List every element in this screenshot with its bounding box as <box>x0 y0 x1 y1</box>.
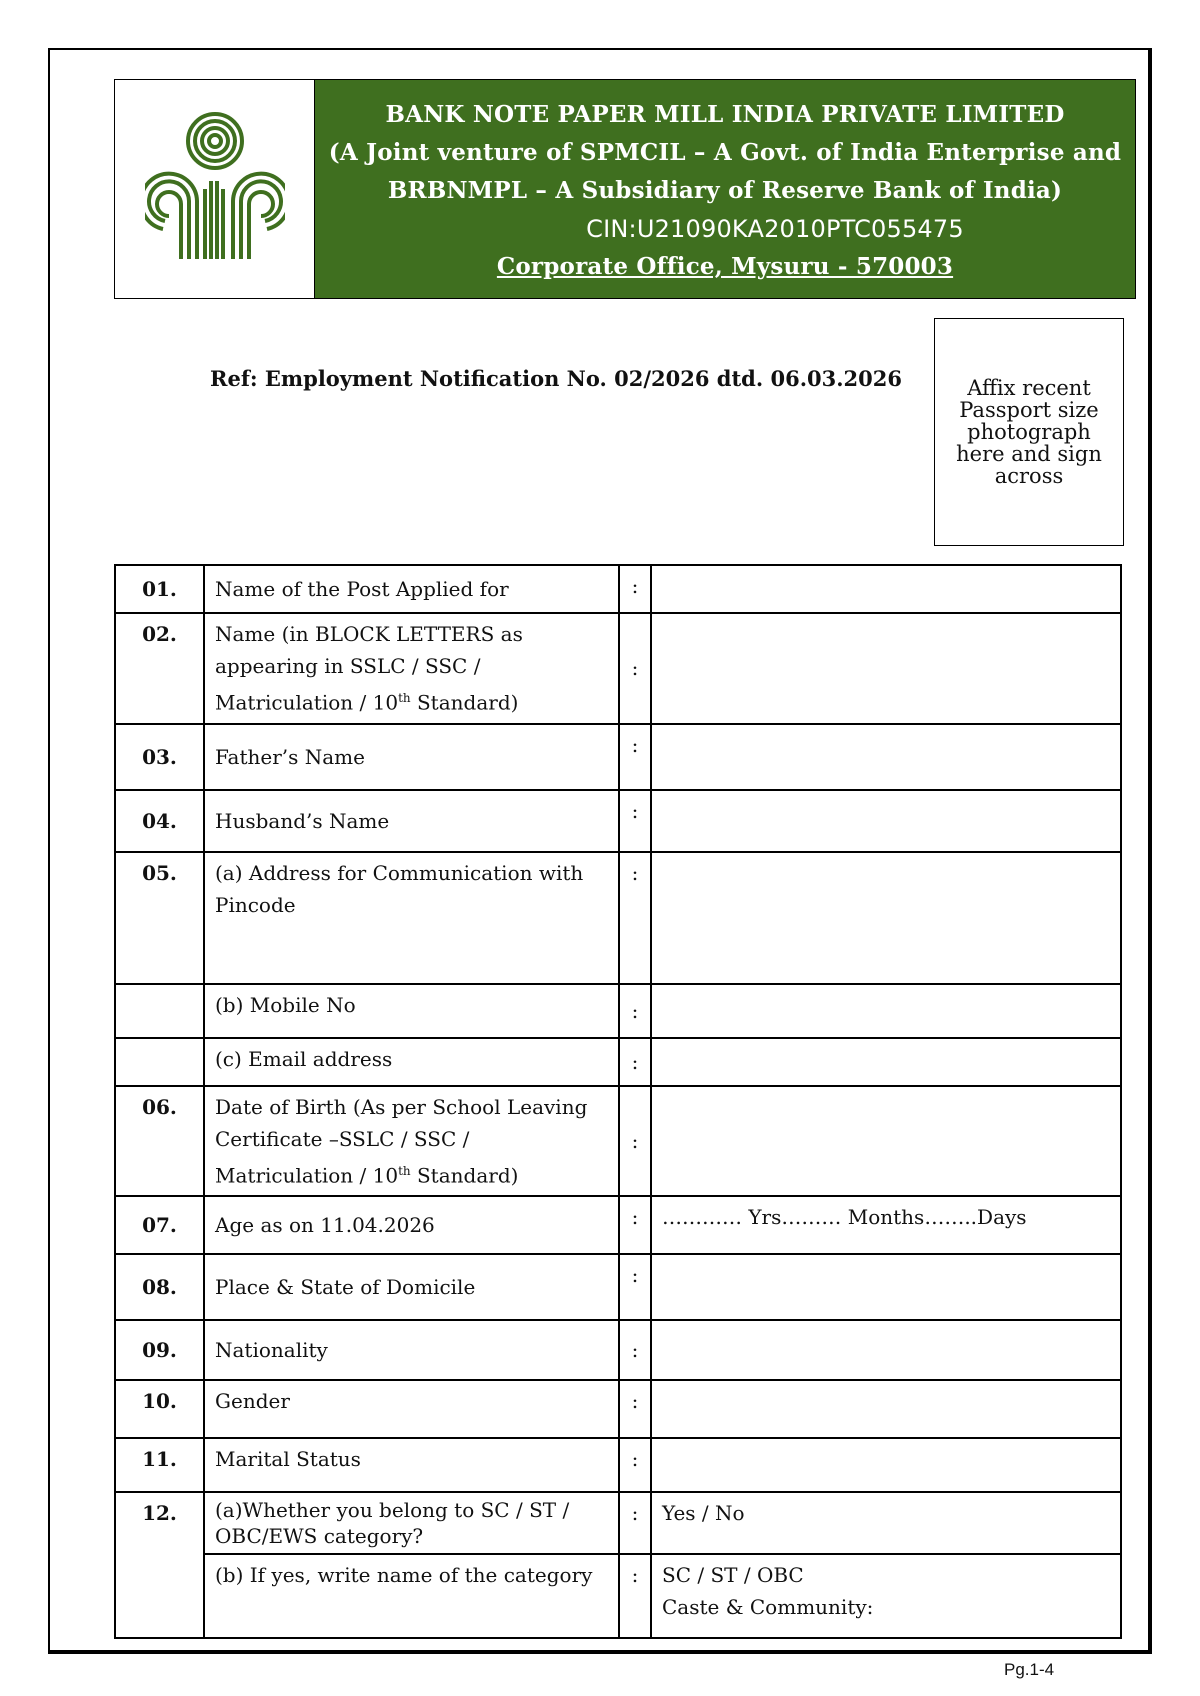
row-colon: : <box>619 724 651 790</box>
mobile-field[interactable] <box>651 984 1121 1038</box>
form-row-domicile <box>115 1254 1121 1320</box>
letterhead <box>114 79 1136 299</box>
father-name-field[interactable] <box>651 724 1121 790</box>
row-label: (a)Whether you belong to SC / ST / OBC/EWS category? <box>204 1492 619 1554</box>
corporate-office: Corporate Office, Mysuru - 570003 <box>496 253 954 280</box>
photo-box-line: across <box>994 464 1064 488</box>
age-field[interactable]: ………… Yrs……… Months……..Days <box>651 1196 1121 1254</box>
form-row-category <box>115 1492 1121 1554</box>
email-field[interactable] <box>651 1038 1121 1086</box>
form-row-address <box>115 852 1121 984</box>
form-row-mobile <box>115 984 1121 1038</box>
photo-box-line: Passport size <box>959 398 1099 422</box>
row-colon: : <box>619 1086 651 1197</box>
row-label: Nationality <box>204 1320 619 1380</box>
row-number: 09. <box>115 1320 204 1380</box>
row-colon: : <box>619 1254 651 1320</box>
row-colon: : <box>619 1554 651 1638</box>
gender-field[interactable] <box>651 1380 1121 1438</box>
row-number: 03. <box>115 724 204 790</box>
row-label: Marital Status <box>204 1438 619 1492</box>
company-logo <box>115 80 315 298</box>
form-row-dob <box>115 1086 1121 1197</box>
row-label: (b) Mobile No <box>204 984 619 1038</box>
row-colon: : <box>619 1438 651 1492</box>
form-row-age <box>115 1196 1121 1254</box>
row-colon: : <box>619 852 651 984</box>
row-colon: : <box>619 613 651 724</box>
name-field[interactable] <box>651 613 1121 724</box>
form-row-name <box>115 613 1121 724</box>
row-label: Gender <box>204 1380 619 1438</box>
reference-line: Ref: Employment Notification No. 02/2026 dtd. 06.03.2026 <box>210 366 902 391</box>
row-number: 12. <box>115 1492 204 1638</box>
row-number: 11. <box>115 1438 204 1492</box>
husband-name-field[interactable] <box>651 790 1121 852</box>
company-banner <box>315 80 1135 298</box>
row-label: Name of the Post Applied for <box>204 565 619 613</box>
row-colon: : <box>619 1492 651 1554</box>
form-row-husband <box>115 790 1121 852</box>
row-colon: : <box>619 1038 651 1086</box>
row-label: Husband’s Name <box>204 790 619 852</box>
row-number: 01. <box>115 565 204 613</box>
row-colon: : <box>619 984 651 1038</box>
row-number: 06. <box>115 1086 204 1197</box>
address-field[interactable] <box>651 852 1121 984</box>
row-colon: : <box>619 565 651 613</box>
application-form-table <box>114 564 1122 1639</box>
row-label: Name (in BLOCK LETTERS as appearing in SSLC / SSC / Matriculation / 10th Standard) <box>204 613 619 724</box>
row-number: 07. <box>115 1196 204 1254</box>
row-number: 02. <box>115 613 204 724</box>
category-options: SC / ST / OBC <box>662 1563 804 1588</box>
row-number: 10. <box>115 1380 204 1438</box>
cin-number: CIN:U21090KA2010PTC055475 <box>586 215 964 243</box>
nationality-field[interactable] <box>651 1320 1121 1380</box>
company-subtitle-1: (A Joint venture of SPMCIL – A Govt. of India Enterprise and <box>328 139 1122 166</box>
form-row-marital <box>115 1438 1121 1492</box>
form-row-post <box>115 565 1121 613</box>
row-label: (b) If yes, write name of the category <box>204 1554 619 1638</box>
form-row-category-name <box>115 1554 1121 1638</box>
row-colon: : <box>619 790 651 852</box>
row-label: Place & State of Domicile <box>204 1254 619 1320</box>
row-number: 05. <box>115 852 204 984</box>
category-yes-no-field[interactable]: Yes / No <box>651 1492 1121 1554</box>
row-number: 08. <box>115 1254 204 1320</box>
category-name-field[interactable] <box>651 1554 1121 1638</box>
photo-box <box>934 318 1124 546</box>
form-row-nationality <box>115 1320 1121 1380</box>
row-label: Father’s Name <box>204 724 619 790</box>
form-row-gender <box>115 1380 1121 1438</box>
form-row-father <box>115 724 1121 790</box>
photo-box-line: here and sign <box>956 442 1102 466</box>
marital-status-field[interactable] <box>651 1438 1121 1492</box>
caste-community-label: Caste & Community: <box>662 1595 874 1620</box>
row-label: (a) Address for Communication with Pincode <box>204 852 619 984</box>
page-number: Pg.1-4 <box>1004 1660 1055 1679</box>
post-applied-field[interactable] <box>651 565 1121 613</box>
dob-field[interactable] <box>651 1086 1121 1197</box>
row-number <box>115 1038 204 1086</box>
row-number <box>115 984 204 1038</box>
row-number: 04. <box>115 790 204 852</box>
row-colon: : <box>619 1320 651 1380</box>
row-label: Age as on 11.04.2026 <box>204 1196 619 1254</box>
photo-box-line: Affix recent <box>967 376 1091 400</box>
row-label: Date of Birth (As per School Leaving Certificate –SSLC / SSC / Matriculation / 10th Standard) <box>204 1086 619 1197</box>
row-colon: : <box>619 1380 651 1438</box>
form-row-email <box>115 1038 1121 1086</box>
row-colon: : <box>619 1196 651 1254</box>
company-subtitle-2: BRBNMPL – A Subsidiary of Reserve Bank of India) <box>387 177 1063 204</box>
photo-box-line: photograph <box>967 420 1091 444</box>
row-label: (c) Email address <box>204 1038 619 1086</box>
spiral-logo-icon <box>145 109 285 269</box>
company-name: BANK NOTE PAPER MILL INDIA PRIVATE LIMITED <box>385 101 1065 128</box>
domicile-field[interactable] <box>651 1254 1121 1320</box>
